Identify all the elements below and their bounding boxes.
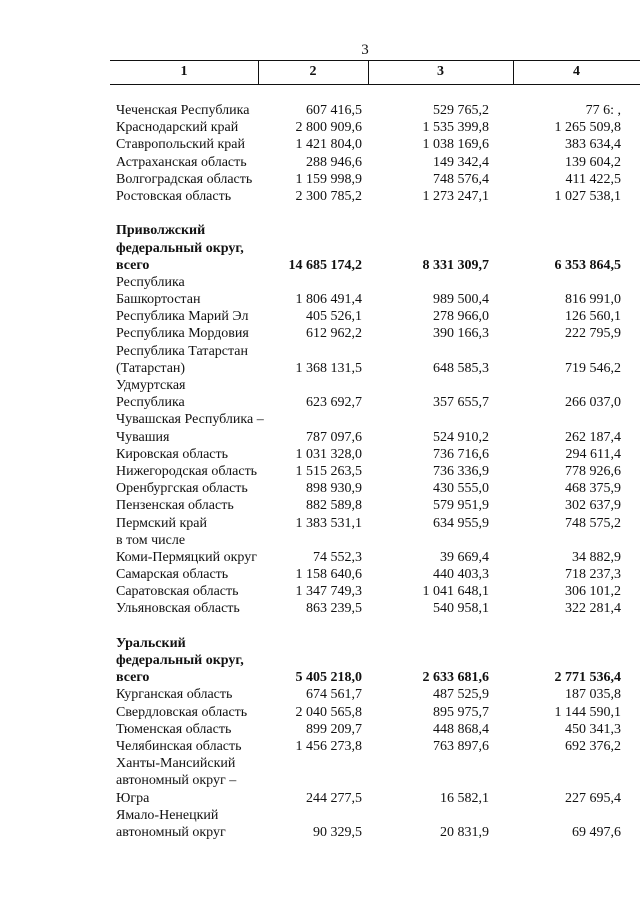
region-name: Коми-Пермяцкий округ [116,549,257,565]
region-name: Челябинская область [116,738,242,754]
table-row [0,515,640,532]
value-col-2: 2 040 565,8 [295,704,362,720]
value-col-2: 2 300 785,2 [295,188,362,204]
value-col-4: 816 991,0 [565,292,621,308]
value-col-2: 405 526,1 [306,309,362,325]
value-col-2: 1 347 749,3 [295,584,362,600]
region-name: Республика Марий Эл [116,309,249,325]
region-name: Уральский [116,635,186,651]
value-col-4: 139 604,2 [565,154,621,170]
header-col-1: 1 [180,64,188,79]
value-col-4: 692 376,2 [565,738,621,754]
value-col-3: 20 831,9 [440,824,489,840]
table-row [0,755,640,772]
value-col-4: 411 422,5 [565,171,621,187]
value-col-2: 1 806 491,4 [295,292,362,308]
table-row [0,308,640,325]
value-col-2: 90 329,5 [313,824,362,840]
table-row [0,394,640,411]
value-col-2: 1 515 263,5 [295,463,362,479]
table-row [0,136,640,153]
value-col-4: 383 634,4 [565,137,621,153]
table-row [0,480,640,497]
region-name: Курганская область [116,687,233,703]
value-col-4: 77 6: , [585,103,621,118]
table-row [0,807,640,824]
value-col-4: 187 035,8 [565,687,621,703]
value-col-3: 430 555,0 [433,481,489,497]
value-col-2: 1 421 804,0 [295,137,362,153]
row-spacer [0,618,640,635]
region-name: автономный округ [116,824,226,840]
value-col-4: 266 037,0 [565,395,621,411]
table-row [0,532,640,549]
region-name: Оренбургская область [116,481,248,497]
value-col-3: 357 655,7 [433,395,489,411]
region-name: Югра [116,790,150,806]
value-col-4: 126 560,1 [565,309,621,325]
value-col-2: 612 962,2 [306,326,362,342]
region-name: Краснодарский край [116,120,239,136]
table-row [0,790,640,807]
value-col-2: 1 031 328,0 [295,446,362,462]
value-col-3: 8 331 309,7 [422,257,489,273]
region-name: Астраханская область [116,154,247,170]
value-col-3: 524 910,2 [433,429,489,445]
value-col-3: 579 951,9 [433,498,489,514]
value-col-4: 69 497,6 [572,824,621,840]
value-col-2: 1 383 531,1 [295,515,362,531]
region-name: Саратовская область [116,584,239,600]
value-col-2: 898 930,9 [306,481,362,497]
value-col-4: 468 375,9 [565,481,621,497]
region-name: Тюменская область [116,721,232,737]
table-row [0,497,640,514]
value-col-2: 14 685 174,2 [288,257,362,273]
value-col-4: 322 281,4 [565,601,621,617]
table-row [0,652,640,669]
value-col-4: 262 187,4 [565,429,621,445]
value-col-3: 149 342,4 [433,154,489,170]
table-row [0,446,640,463]
table-row [0,429,640,446]
value-col-3: 540 958,1 [433,601,489,617]
table-row [0,325,640,342]
row-spacer [0,205,640,222]
table-row [0,583,640,600]
value-col-2: 1 159 998,9 [295,171,362,187]
value-col-4: 719 546,2 [565,360,621,376]
region-name: Республика [116,274,185,290]
table-row [0,721,640,738]
region-name: Башкортостан [116,292,201,308]
header-col-2: 2 [309,64,317,79]
table-row [0,102,640,119]
table-row [0,188,640,205]
table-row [0,463,640,480]
value-col-4: 294 611,4 [565,446,621,462]
value-col-4: 2 771 536,4 [554,670,621,686]
table-header [110,60,640,85]
table-row [0,274,640,291]
region-name: Свердловская область [116,704,248,720]
value-col-2: 882 589,8 [306,498,362,514]
value-col-2: 863 239,5 [306,601,362,617]
table-row [0,669,640,686]
value-col-3: 895 975,7 [433,704,489,720]
region-name: Ямало-Ненецкий [116,807,219,823]
table-row [0,549,640,566]
value-col-3: 16 582,1 [440,790,489,806]
region-name: Ханты-Мансийский [116,756,236,772]
value-col-4: 1 027 538,1 [554,188,621,204]
value-col-2: 1 158 640,6 [295,567,362,583]
region-name: Волгоградская область [116,171,253,187]
table-row [0,360,640,377]
region-name: федеральный округ, [116,240,244,256]
value-col-3: 390 166,3 [433,326,489,342]
value-col-2: 607 416,5 [306,103,362,118]
value-col-2: 623 692,7 [306,395,362,411]
value-col-2: 244 277,5 [306,790,362,806]
region-name: федеральный округ, [116,653,244,668]
table-row [0,824,640,841]
table-row [0,171,640,188]
region-name: Чувашская Республика – [116,412,264,428]
value-col-4: 306 101,2 [565,584,621,600]
value-col-4: 1 144 590,1 [554,704,621,720]
value-col-4: 748 575,2 [565,515,621,531]
region-name: Республика Мордовия [116,326,249,342]
value-col-3: 1 273 247,1 [422,188,489,204]
table-row [0,257,640,274]
value-col-2: 74 552,3 [313,549,362,565]
value-col-3: 1 038 169,6 [422,137,489,153]
table-row [0,566,640,583]
table-row [0,411,640,428]
table-row [0,119,640,136]
value-col-2: 674 561,7 [306,687,362,703]
value-col-4: 450 341,3 [565,721,621,737]
region-name: Нижегородская область [116,463,258,479]
table-row [0,240,640,257]
region-name: (Татарстан) [116,360,186,376]
region-name: Чеченская Республика [116,103,250,118]
value-col-2: 288 946,6 [306,154,362,170]
value-col-2: 5 405 218,0 [295,670,362,686]
value-col-3: 278 966,0 [433,309,489,325]
value-col-3: 763 897,6 [433,738,489,754]
region-name: всего [116,670,150,686]
value-col-3: 448 868,4 [433,721,489,737]
value-col-2: 899 209,7 [306,721,362,737]
value-col-3: 1 535 399,8 [422,120,489,136]
region-name: Кировская область [116,446,229,462]
value-col-3: 440 403,3 [433,567,489,583]
value-col-3: 736 336,9 [433,463,489,479]
table-row [0,772,640,789]
value-col-3: 989 500,4 [433,292,489,308]
region-name: всего [116,257,150,273]
table-row [0,291,640,308]
value-col-3: 487 525,9 [433,687,489,703]
page-number: 3 [361,42,369,58]
region-name: Удмуртская [116,378,186,393]
region-name: Республика [116,395,185,411]
value-col-4: 222 795,9 [565,326,621,342]
value-col-3: 39 669,4 [440,549,489,565]
region-name: Чувашия [116,429,170,445]
value-col-4: 718 237,3 [565,567,621,583]
value-col-2: 2 800 909,6 [295,120,362,136]
value-col-2: 1 368 131,5 [295,360,362,376]
table-row [0,686,640,703]
region-name: Республика Татарстан [116,343,249,359]
value-col-3: 529 765,2 [433,103,489,118]
region-name: Пермский край [116,515,207,531]
value-col-4: 34 882,9 [572,549,621,565]
region-name: Ростовская область [116,188,232,204]
table-row [0,222,640,239]
region-name: автономный округ – [116,773,237,789]
table-row [0,343,640,360]
value-col-3: 1 041 648,1 [422,584,489,600]
value-col-2: 787 097,6 [306,429,362,445]
region-name: Ставропольский край [116,137,245,153]
region-name: Ульяновская область [116,601,240,617]
value-col-4: 227 695,4 [565,790,621,806]
table-body [0,102,640,841]
value-col-2: 1 456 273,8 [295,738,362,754]
region-name: Пензенская область [116,498,234,514]
table-row [0,635,640,652]
value-col-4: 302 637,9 [565,498,621,514]
header-col-3: 3 [437,64,444,79]
table-row [0,600,640,617]
value-col-3: 736 716,6 [433,446,489,462]
value-col-3: 634 955,9 [433,515,489,531]
region-name: Приволжский [116,223,206,239]
value-col-3: 2 633 681,6 [422,670,489,686]
value-col-3: 748 576,4 [433,171,489,187]
table-row [0,154,640,171]
region-name: в том числе [116,532,186,548]
table-row [0,704,640,721]
value-col-4: 778 926,6 [565,463,621,479]
value-col-3: 648 585,3 [433,360,489,376]
value-col-4: 6 353 864,5 [554,257,621,273]
header-col-4: 4 [573,64,580,79]
region-name: Самарская область [116,567,229,583]
value-col-4: 1 265 509,8 [554,120,621,136]
table-row [0,377,640,394]
table-row [0,738,640,755]
